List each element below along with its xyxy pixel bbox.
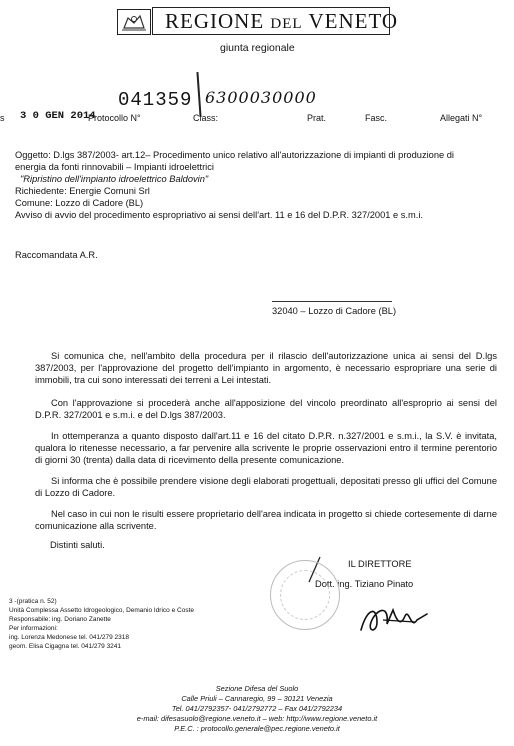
- letterhead-title: [165, 9, 398, 34]
- subject-line-4: Richiedente: Energie Comuni Srl: [15, 186, 150, 196]
- raccomandata-label: Raccomandata A.R.: [15, 250, 98, 260]
- footer-office: Sezione Difesa del Suolo: [215, 684, 299, 693]
- footer-contact-2: geom. Elisa Cigagna tel. 041/279 3241: [9, 643, 122, 650]
- subject-line-2: energia da fonti rinnovabili – Impianti idroelettrici: [15, 162, 214, 172]
- paragraph-3: In ottemperanza a quanto disposto dall'art.11 e 16 del citato D.P.R. n.327/2001 e s.m.i., la S.V. è invitata, qualora lo ritenesse necessario, a far pervenire alla scrivente le proprie osservazioni entro il termine perentorio di giorni 30 (trenta) dalla data di ricevimento della presente comunicazione.: [35, 431, 497, 466]
- protocol-number: 041359: [118, 89, 193, 111]
- subject-line-3: "Ripristino dell'impianto idroelettrico Baldovin": [20, 174, 209, 184]
- footer-phone: Tel. 041/2792357- 041/2792772 – Fax 041/2792234: [171, 704, 343, 713]
- letterhead-subtitle: giunta regionale: [220, 42, 295, 54]
- label-protocollo: Protocollo N°: [88, 113, 141, 123]
- subject-line-6: Avviso di avvio del procedimento espropriativo ai sensi dell'art. 11 e 16 del D.P.R. 327/2001 e s.m.i.: [15, 210, 423, 220]
- footer-info-label: Per informazioni:: [9, 625, 58, 632]
- handwritten-signature: [355, 600, 435, 645]
- official-stamp-inner: [280, 570, 330, 620]
- subject-line-5: Comune: Lozzo di Cadore (BL): [15, 198, 144, 208]
- signatory-role: IL DIRETTORE: [348, 559, 412, 569]
- paragraph-2: Con l'approvazione si procederà anche all'apposizione del vincolo preordinato all'esproprio ai sensi del D.P.R. 327/2001 e s.m.i. e del D.lgs 387/2003.: [35, 398, 497, 421]
- protocol-divider: [196, 72, 201, 117]
- protocol-date: 3 0 GEN 2014: [20, 110, 96, 122]
- protocol-prefix-letter: s: [0, 113, 5, 123]
- protocol-handwritten-number: 6300030000: [205, 88, 317, 107]
- footer-pec: P.E.C. : protocollo.generale@pec.regione.veneto.it: [174, 724, 340, 733]
- title-regione: REGIONE: [165, 9, 265, 33]
- footer-contact-1: ing. Lorenza Medonese tel. 041/279 2318: [9, 634, 129, 641]
- signatory-name: Dott. ing. Tiziano Pinato: [315, 579, 414, 589]
- label-allegati: Allegati N°: [440, 113, 483, 123]
- title-veneto: VENETO: [308, 9, 399, 33]
- paragraph-1: Si comunica che, nell'ambito della procedura per il rilascio dell'autorizzazione unica ai sensi del D.lgs 387/2003, per l'approvazione del progetto dell'impianto in argomento, è necessario espropriare una serie di immobili, tra cui sono interessati dei terreni a Lei intestati.: [35, 351, 497, 386]
- footer-email-web: e-mail: difesasuolo@regione.veneto.it – web: http://www.regione.veneto.it: [136, 714, 378, 723]
- footer-pratica: 3 -(pratica n. 52): [9, 598, 57, 605]
- footer-unit: Unità Complessa Assetto Idrogeologico, Demanio Idrico e Coste: [9, 607, 194, 614]
- subject-line-1: Oggetto: D.lgs 387/2003- art.12– Procedimento unico relativo all'autorizzazione di impianti di produzione di: [15, 150, 454, 160]
- label-prat: Prat.: [307, 113, 327, 123]
- paragraph-5: Nel caso in cui non le risulti essere proprietario dell'area indicata in progetto si chiede cortesemente di darne comunicazione alla scrivente.: [35, 509, 497, 532]
- footer-address: Calle Priuli – Cannaregio, 99 – 30121 Venezia: [181, 694, 333, 703]
- closing-salutation: Distinti saluti.: [50, 540, 105, 550]
- address-line: [272, 301, 392, 302]
- paragraph-4: Si informa che è possibile prendere visione degli elaborati progettuali, depositati presso gli uffici del Comune di Lozzo di Cadore.: [35, 476, 497, 499]
- label-class: Class:: [193, 113, 219, 123]
- title-del: DEL: [270, 16, 303, 32]
- recipient-address: 32040 – Lozzo di Cadore (BL): [272, 306, 397, 316]
- footer-responsabile: Responsabile: ing. Doriano Zanette: [9, 616, 111, 623]
- label-fasc: Fasc.: [365, 113, 388, 123]
- region-emblem-icon: [117, 9, 151, 35]
